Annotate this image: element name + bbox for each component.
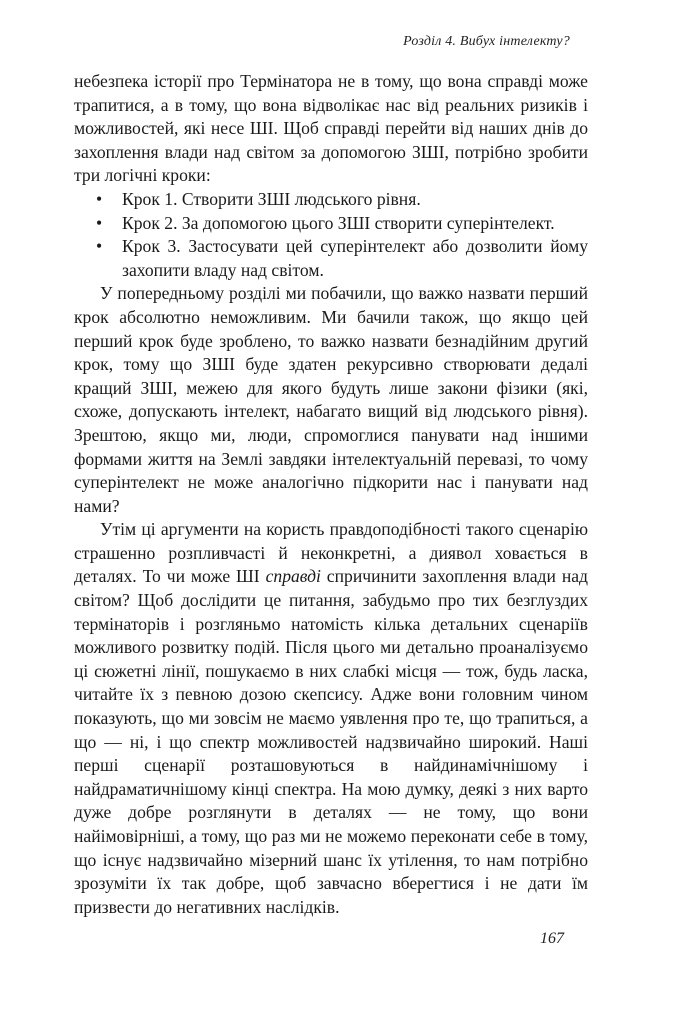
paragraph-3 — [74, 518, 588, 919]
step-text: Крок 1. Створити ЗШІ людського рівня. — [122, 188, 421, 209]
body-text — [74, 70, 588, 919]
steps-list — [74, 188, 588, 282]
paragraph-2: У попередньому розділі ми побачили, що важко назвати перший крок абсолютно неможливим. Ми бачили також, що якщо цей перший крок буде зроблено, то важко назвати безнадійним другий крок, тому що ЗШІ буде здатен рекурсивно створювати дедалі кращий ЗШІ, межею для якого будуть лише закони фізики (які, схоже, допускають інтелект, набагато вищий від людського рівня). Зрештою, якщо ми, люди, спромоглися панувати над іншими формами життя на Землі завдяки інтелектуальній перевазі, то чому суперінтелект не може аналогічно підкорити нас і панувати над нами? — [74, 283, 588, 516]
page-number: 167 — [540, 930, 564, 947]
list-item — [96, 235, 588, 282]
emphasis-text: справді — [265, 566, 321, 587]
list-item — [96, 188, 588, 212]
paragraph-3-part-1: Утім ці аргументи на користь правдоподібності такого сценарію страшенно розпливчасті й неконкретні, а диявол ховається в деталях. То чи може ШІ — [74, 519, 588, 587]
paragraph-3-part-2: спричинити захоплення влади над світом? Щоб дослідити це питання, забудьмо про тих безглуздих термінаторів і розгляньмо натомість кілька детальних сценаріїв можливого розвитку подій. Після цього ми детально проаналізуємо ці сюжетні лінії, пошукаємо в них слабкі місця — тож, будь ласка, читайте їх з певною дозою скепсису. Адже вони головним чином показують, що ми зовсім не маємо уявлення про те, що трапиться, а що — ні, і що спектр можливостей надзвичайно широкий. Наші перші сценарії розташовуються в найдинамічнішому і найдраматичнішому кінці спектра. На мою думку, деякі з них варто дуже добре розглянути в деталях — не тому, що вони найімовірніші, а тому, що раз ми не можемо переконати себе в тому, що існує надзвичайно мізерний шанс їх утілення, то нам потрібно зрозуміти їх так добре, щоб завчасно вберегтися і не дати їм призвести до негативних наслідків. — [74, 566, 588, 917]
bullet-icon: • — [96, 236, 103, 257]
list-item — [96, 212, 588, 236]
running-head: Розділ 4. Вибух інтелекту? — [403, 34, 570, 49]
bullet-icon: • — [96, 212, 103, 233]
step-text: Крок 3. Застосувати цей суперінтелект або дозволити йому захопити владу над світом. — [122, 236, 588, 280]
bullet-icon: • — [96, 188, 103, 209]
step-text: Крок 2. За допомогою цього ЗШІ створити суперінтелект. — [122, 212, 555, 233]
paragraph-1: небезпека історії про Термінатора не в тому, що вона справді може трапитися, а в тому, що вона відволікає нас від реальних ризиків і можливостей, які несе ШІ. Щоб справді перейти від наших днів до захоплення влади над світом за допомогою ЗШІ, потрібно зробити три логічні кроки: — [74, 71, 588, 186]
